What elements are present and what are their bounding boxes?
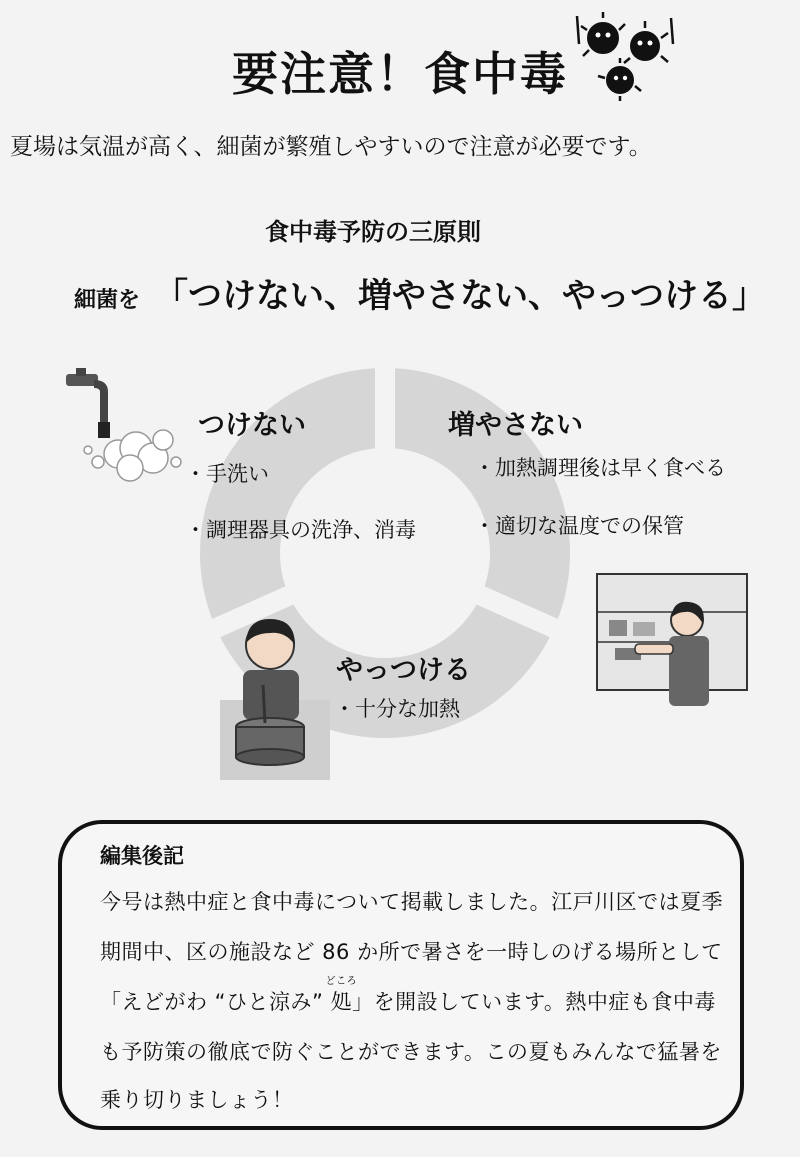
editors-note-line-3-start: 「えどがわ “ひと涼み”	[100, 990, 331, 1014]
editors-note-line-3	[100, 976, 716, 1016]
slogan-text: 「つけない、増やさない、やっつける」	[154, 276, 767, 316]
refrigerator-person-illustration	[595, 572, 750, 710]
bullet-sufficient-heating: ・十分な加熱	[334, 697, 460, 721]
ruby-base: 処	[330, 990, 353, 1014]
page-title: 要注意！食中毒	[232, 47, 568, 101]
editors-note-box	[58, 820, 744, 1130]
editors-note-line-1: 今号は熱中症と食中毒について掲載しました。江戸川区では夏季	[100, 890, 724, 914]
bullet-eat-soon: ・加熱調理後は早く食べる	[474, 456, 726, 480]
bullet-handwashing: ・手洗い	[185, 462, 269, 486]
editors-note-title: 編集後記	[100, 844, 184, 868]
intro-text: 夏場は気温が高く、細菌が繁殖しやすいので注意が必要です。	[10, 134, 652, 160]
section-title-yattsukeru: やっつける	[336, 655, 471, 686]
principles-title: 食中毒予防の三原則	[265, 218, 481, 246]
editors-note-line-4: も予防策の徹底で防ぐことができます。この夏もみんなで猛暑を	[100, 1040, 722, 1064]
editors-note-line-5: 乗り切りましょう！	[100, 1088, 294, 1112]
ruby-reading: どころ	[325, 976, 358, 987]
ruby-word	[325, 976, 358, 1016]
germ-characters-icon	[575, 8, 685, 103]
slogan-prefix: 細菌を	[74, 288, 141, 313]
editors-note-line-3-end: 」を開設しています。熱中症も食中毒	[352, 990, 716, 1014]
bullet-proper-storage: ・適切な温度での保管	[474, 514, 684, 538]
slogan	[74, 268, 774, 317]
bullet-utensil-cleaning: ・調理器具の洗浄、消毒	[185, 518, 416, 542]
section-title-tsukenai: つけない	[198, 410, 306, 441]
handwashing-faucet-illustration	[58, 362, 188, 492]
cooking-person-illustration	[215, 615, 335, 780]
editors-note-line-2: 期間中、区の施設など 86 か所で暑さを一時しのげる場所として	[100, 940, 723, 964]
section-title-fuyasanai: 増やさない	[448, 410, 583, 441]
